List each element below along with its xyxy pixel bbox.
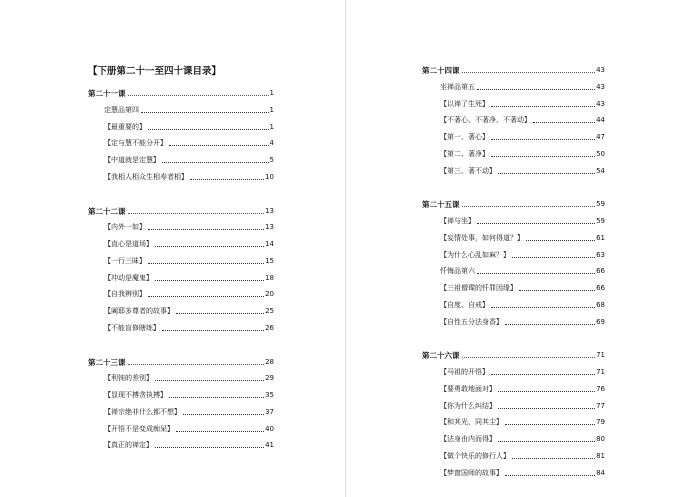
toc-label: 第二十二课 bbox=[88, 206, 126, 216]
toc-label: 【显现不搏贪执搏】 bbox=[104, 391, 167, 399]
page-number: 4 bbox=[269, 139, 274, 148]
dot-leader bbox=[128, 95, 269, 96]
toc-label: 【自性五分法身香】 bbox=[440, 317, 503, 326]
dot-leader bbox=[183, 414, 264, 415]
dot-leader bbox=[512, 257, 595, 258]
toc-label: 【要勇敢地面对】 bbox=[440, 384, 496, 393]
page-number: 44 bbox=[596, 116, 605, 125]
dot-leader bbox=[155, 447, 264, 448]
toc-entry[interactable] bbox=[440, 418, 605, 427]
page-number: 13 bbox=[265, 223, 274, 232]
toc-entry[interactable] bbox=[440, 251, 605, 260]
dot-leader bbox=[462, 206, 596, 207]
page-number: 41 bbox=[265, 441, 274, 450]
page-number: 1 bbox=[269, 122, 274, 131]
dot-leader bbox=[491, 156, 595, 157]
toc-entry[interactable] bbox=[104, 156, 274, 165]
toc-label: 【自度、自戒】 bbox=[440, 300, 489, 309]
toc-label: 【三祖僧璨的忏罪因缘】 bbox=[440, 284, 517, 292]
toc-entry[interactable] bbox=[104, 408, 274, 417]
toc-label: 【阇耶多尊者的故事】 bbox=[104, 307, 174, 315]
toc-entry[interactable] bbox=[440, 284, 605, 293]
toc-label: 【一行三昧】 bbox=[104, 256, 146, 265]
page-number: 71 bbox=[596, 368, 605, 376]
dot-leader bbox=[491, 307, 595, 308]
toc-label: 【做个快乐的修行人】 bbox=[440, 451, 510, 460]
toc-label: 【第二、著净】 bbox=[440, 149, 489, 158]
toc-entry[interactable] bbox=[104, 374, 274, 383]
toc-entry[interactable] bbox=[440, 435, 605, 444]
toc-label: 第二十六课 bbox=[422, 351, 460, 361]
dot-leader bbox=[491, 374, 595, 375]
toc-label: 【不著心、不著净、不著动】 bbox=[440, 116, 531, 125]
toc-entry[interactable] bbox=[440, 100, 605, 109]
page-number: 59 bbox=[596, 200, 605, 209]
toc-entry[interactable] bbox=[104, 324, 274, 333]
toc-entry[interactable] bbox=[440, 116, 605, 125]
toc-entry[interactable] bbox=[104, 290, 274, 299]
toc-label: 第二十五课 bbox=[422, 200, 460, 210]
dot-leader bbox=[505, 475, 595, 476]
page-number: 71 bbox=[596, 351, 605, 360]
dot-leader bbox=[128, 364, 265, 365]
toc-label: 第二十三课 bbox=[88, 357, 126, 367]
page-number: 68 bbox=[596, 300, 605, 309]
toc-entry[interactable] bbox=[440, 167, 605, 176]
dot-leader bbox=[162, 330, 264, 331]
toc-label: 【不能盲修瞎练】 bbox=[104, 323, 160, 332]
toc-entry[interactable] bbox=[440, 133, 605, 142]
page-number: 50 bbox=[596, 149, 605, 158]
toc-entry[interactable] bbox=[104, 307, 274, 316]
dot-leader bbox=[477, 89, 595, 90]
page-number: 37 bbox=[265, 407, 274, 416]
toc-entry[interactable] bbox=[440, 301, 605, 310]
toc-section-1[interactable] bbox=[88, 89, 274, 98]
toc-entry[interactable] bbox=[104, 139, 274, 148]
dot-leader bbox=[462, 357, 596, 358]
toc-entry[interactable] bbox=[440, 385, 605, 394]
toc-entry[interactable] bbox=[104, 223, 274, 232]
toc-entry[interactable] bbox=[104, 123, 274, 132]
right-page bbox=[346, 0, 690, 497]
toc-entry[interactable] bbox=[104, 391, 274, 400]
dot-leader bbox=[176, 431, 264, 432]
toc-label: 【妄情处事，如何得道？】 bbox=[440, 233, 524, 242]
toc-label: 【第三、著不动】 bbox=[440, 166, 496, 175]
toc-label: 【禅与坐】 bbox=[440, 217, 475, 225]
page-number: 61 bbox=[596, 233, 605, 242]
dot-leader bbox=[512, 458, 595, 459]
dot-leader bbox=[169, 397, 264, 398]
page-number: 66 bbox=[596, 284, 605, 292]
dot-leader bbox=[462, 72, 596, 73]
page-number: 84 bbox=[596, 468, 605, 477]
dot-leader bbox=[176, 313, 264, 314]
page-number: 20 bbox=[265, 290, 274, 299]
toc-label: 【第一、著心】 bbox=[440, 133, 489, 141]
dot-leader bbox=[148, 263, 264, 264]
page-number: 26 bbox=[265, 323, 274, 332]
page-number: 43 bbox=[596, 66, 605, 74]
dot-leader bbox=[491, 139, 595, 140]
page-number: 81 bbox=[596, 451, 605, 460]
page-number: 15 bbox=[265, 256, 274, 265]
dot-leader bbox=[477, 273, 595, 274]
dot-leader bbox=[128, 213, 265, 214]
toc-label: 【真正的禅定】 bbox=[104, 441, 153, 450]
dot-leader bbox=[505, 324, 595, 325]
toc-entry[interactable] bbox=[440, 234, 605, 243]
page-number: 59 bbox=[596, 217, 605, 225]
toc-label: 【梦窗国师的故事】 bbox=[440, 468, 503, 477]
toc-label: 【冲动是魔鬼】 bbox=[104, 273, 153, 282]
dot-leader bbox=[162, 162, 269, 163]
page-number: 5 bbox=[269, 156, 274, 164]
toc-entry[interactable] bbox=[104, 173, 274, 182]
toc-entry[interactable] bbox=[440, 83, 605, 92]
toc-label: 第二十一课 bbox=[88, 89, 126, 98]
page-number: 29 bbox=[265, 374, 274, 383]
dot-leader bbox=[155, 280, 264, 281]
toc-label: 【你为什么纠结】 bbox=[440, 401, 496, 410]
dot-leader bbox=[148, 229, 264, 230]
toc-label: 【法身由内而得】 bbox=[440, 435, 496, 443]
toc-entry[interactable] bbox=[104, 240, 274, 249]
toc-entry[interactable] bbox=[440, 267, 605, 276]
page-number: 63 bbox=[596, 250, 605, 259]
toc-section-3[interactable] bbox=[422, 351, 605, 360]
dot-leader bbox=[519, 290, 595, 291]
page-number: 40 bbox=[265, 424, 274, 433]
dot-leader bbox=[148, 296, 264, 297]
toc-entry[interactable] bbox=[104, 441, 274, 450]
dot-leader bbox=[498, 391, 595, 392]
dot-leader bbox=[498, 408, 595, 409]
page-number: 80 bbox=[596, 435, 605, 443]
toc-label: 【我相人相众生相寿者相】 bbox=[104, 172, 188, 181]
page-number: 79 bbox=[596, 418, 605, 427]
toc-label: 【和其光，同其尘】 bbox=[440, 418, 503, 427]
toc-label: 【马祖的开悟】 bbox=[440, 368, 489, 376]
dot-leader bbox=[498, 441, 595, 442]
toc-entry[interactable] bbox=[104, 106, 274, 115]
toc-entry[interactable] bbox=[440, 150, 605, 159]
dot-leader bbox=[155, 380, 264, 381]
toc-label: 坐禅品第五 bbox=[440, 82, 475, 91]
toc-label: 【中道就是定慧】 bbox=[104, 156, 160, 164]
toc-section-1[interactable] bbox=[422, 66, 605, 75]
toc-label: 【定与慧不能分开】 bbox=[104, 139, 167, 148]
toc-label: 【以禅了生死】 bbox=[440, 99, 489, 108]
page-number: 28 bbox=[265, 357, 274, 366]
dot-leader bbox=[526, 240, 595, 241]
toc-section-2[interactable] bbox=[88, 207, 274, 216]
toc-label: 【直心是道场】 bbox=[104, 240, 153, 248]
page-number: 14 bbox=[265, 240, 274, 248]
toc-label: 【自我辨别】 bbox=[104, 290, 146, 299]
dot-leader bbox=[491, 106, 595, 107]
page-number: 43 bbox=[596, 82, 605, 91]
toc-label: 【最重要的】 bbox=[104, 122, 146, 131]
toc-section-3[interactable] bbox=[88, 358, 274, 367]
toc-entry[interactable] bbox=[104, 274, 274, 283]
dot-leader bbox=[169, 145, 269, 146]
page-number: 69 bbox=[596, 317, 605, 326]
toc-entry[interactable] bbox=[440, 402, 605, 411]
dot-leader bbox=[148, 129, 269, 130]
page-number: 25 bbox=[265, 307, 274, 315]
toc-entry[interactable] bbox=[104, 257, 274, 266]
toc-entry[interactable] bbox=[440, 469, 605, 478]
page-number: 66 bbox=[596, 267, 605, 276]
dot-leader bbox=[155, 246, 264, 247]
toc-label: 第二十四课 bbox=[422, 66, 460, 75]
toc-title: 【下册第二十一至四十课目录】 bbox=[88, 66, 222, 77]
page-number: 13 bbox=[265, 206, 274, 215]
toc-label: 【利钝的差别】 bbox=[104, 374, 153, 383]
toc-label: 【内外一如】 bbox=[104, 223, 146, 232]
page-number: 47 bbox=[596, 133, 605, 141]
page-number: 77 bbox=[596, 401, 605, 410]
toc-label: 【开悟不是变成痴呆】 bbox=[104, 424, 174, 433]
toc-entry[interactable] bbox=[440, 217, 605, 226]
page-number: 76 bbox=[596, 384, 605, 393]
toc-entry[interactable] bbox=[104, 425, 274, 434]
dot-leader bbox=[477, 223, 595, 224]
toc-entry[interactable] bbox=[440, 452, 605, 461]
toc-entry[interactable] bbox=[440, 368, 605, 377]
page-number: 1 bbox=[269, 89, 274, 97]
page-number: 10 bbox=[265, 172, 274, 181]
dot-leader bbox=[141, 112, 269, 113]
page-number: 54 bbox=[596, 166, 605, 175]
page-number: 35 bbox=[265, 391, 274, 399]
dot-leader bbox=[505, 424, 595, 425]
dot-leader bbox=[533, 122, 595, 123]
page-number: 43 bbox=[596, 99, 605, 108]
dot-leader bbox=[498, 173, 595, 174]
toc-label: 定慧品第四 bbox=[104, 105, 139, 114]
page-number: 18 bbox=[265, 273, 274, 282]
toc-section-2[interactable] bbox=[422, 200, 605, 209]
toc-label: 忏悔品第六 bbox=[440, 267, 475, 276]
dot-leader bbox=[190, 179, 264, 180]
page-number: 1 bbox=[269, 105, 274, 114]
toc-label: 【为什么心乱如麻？】 bbox=[440, 250, 510, 259]
toc-label: 【禅宗绝非什么都不想】 bbox=[104, 407, 181, 416]
toc-entry[interactable] bbox=[440, 318, 605, 327]
